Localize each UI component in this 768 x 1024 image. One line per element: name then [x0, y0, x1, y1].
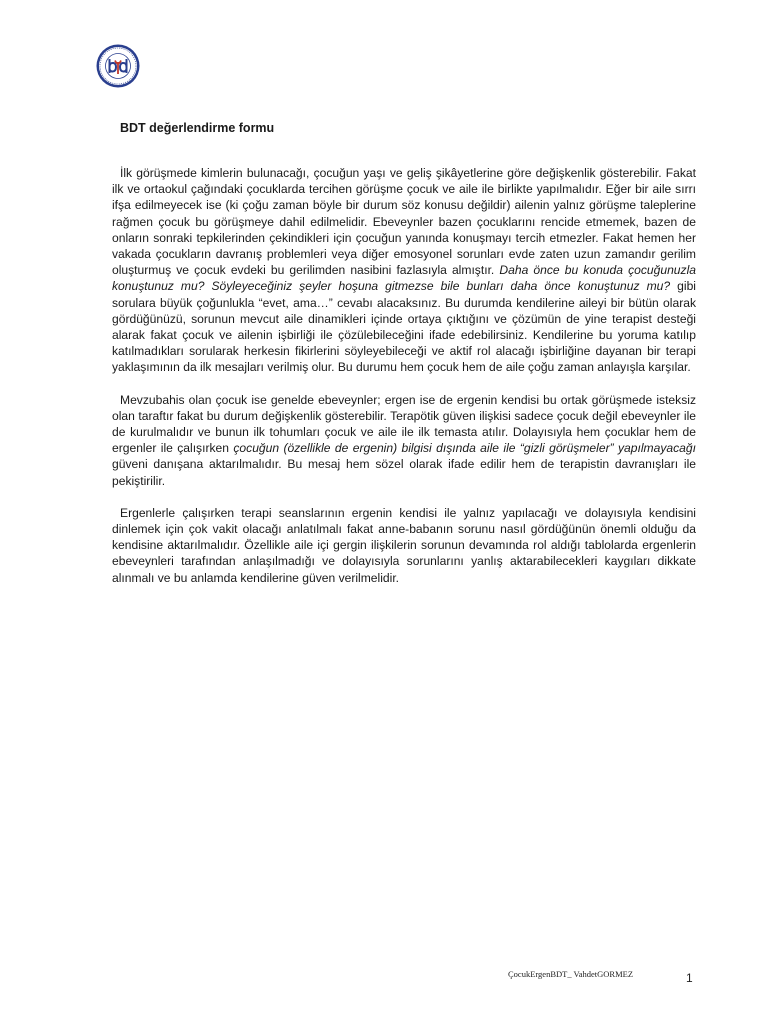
paragraph — [112, 505, 696, 586]
italic-question: Daha önce bu konuda çocuğunuzla konuştunuz mu? Söyleyeceğiniz şeyler hoşuna gitmezse bile bunları daha önce konuştunuz mu? — [112, 263, 696, 294]
text-segment: güveni danışana aktarılmalıdır. Bu mesaj hem sözel olarak ifade edilir hem de terapistin davranışları ile pekiştirilir. — [112, 457, 696, 488]
footer-label: ÇocukErgenBDT_ VahdetGORMEZ — [508, 969, 634, 979]
paragraph — [112, 165, 696, 376]
university-seal-icon — [95, 43, 141, 89]
italic-emphasis: çocuğun (özellikle de ergenin) bilgisi dışında aile ile “gizli görüşmeler” yapılmayacağı — [233, 441, 696, 456]
document-body — [112, 165, 696, 602]
text-segment: gibi sorulara büyük çoğunlukla “evet, ama…” cevabı alacaksınız. Bu durumda kendilerine aileyi bir bütün olarak gördüğünüzü, sorunun mevcut aile dinamikleri içinde ortaya çıktığını ve çözümün de yine terapist desteği alarak fakat çocuk ve ailenin işbirliği ile çözülebileceğini ifade edebilirsiniz. Kendilerine bu yoruma katılıp katılmadıkları sorularak herkesin fikirlerini söyleyebileceği ve aktif rol alacağı işbirliğine dayanan bir terapi yaklaşımının da ilk mesajları verilmiş olur. Bu durumu hem çocuk hem de aile çoğu zaman anlayışla karşılar. — [112, 279, 696, 375]
document-title: BDT değerlendirme formu — [120, 121, 275, 135]
page-number: 1 — [686, 971, 693, 985]
text-segment: İlk görüşmede kimlerin bulunacağı, çocuğun yaşı ve geliş şikâyetlerine göre değişkenlik gösterebilir. Fakat ilk ve ortaokul çağındaki çocuklarda tercihen görüşme çocuk ve aile ile birlikte yapılmalıdır. Eğer bir aile sırrı ifşa edilmeyecek ise (ki çoğu zaman böyle bir durum söz konusu değildir) ailenin yalnız görüşme taleplerine rağmen çocuk bu görüşmeye dahil edilmelidir. Ebeveynler bazen çocuklarını rencide etmemek, bazen de onların sonraki tepkilerinden çekindikleri için çocuğun yanında konuşmayı tercih etmezler. Fakat hemen her vakada çocukların davranış problemleri veya diğer emosyonel sorunları evde zaten uzun zamandır gerilim oluşturmuş ve çocuk evdeki bu gerilimden nasibini fazlasıyla almıştır. — [112, 166, 696, 278]
paragraph — [112, 392, 696, 489]
text-segment: Mevzubahis olan çocuk ise genelde ebeveynler; ergen ise de ergenin kendisi bu ortak görüşmede isteksiz olan taraftır fakat bu durum değişkenlik gösterebilir. Terapötik güven ilişkisi sadece çocuk değil ebeveynler ile de kurulmalıdır ve bunun ilk tohumları çocuk ve aile ile ilk temasta atılır. Dolayısıyla hem çocuklar hem de ergenler ile çalışırken — [112, 392, 696, 456]
text-segment: Ergenlerle çalışırken terapi seanslarının ergenin kendisi ile yalnız yapılacağı ve dolayısıyla kendisini dinlemek için çok vakit olacağı anlatılmalı fakat anne-babanın sorunu nasıl gördüğünün önemli olduğu da kendisine aktarılmalıdır. Özellikle aile içi gergin ilişkilerin sorunun devamında rol aldığı tablolarda ergenlerin ebeveynleri tarafından anlaşılmadığı ve dolayısıyla sorunlarını yanlış aktarabilecekleri kaygıları dikkate alınmalı ve bu anlamda kendilerine güven verilmelidir. — [112, 505, 696, 585]
